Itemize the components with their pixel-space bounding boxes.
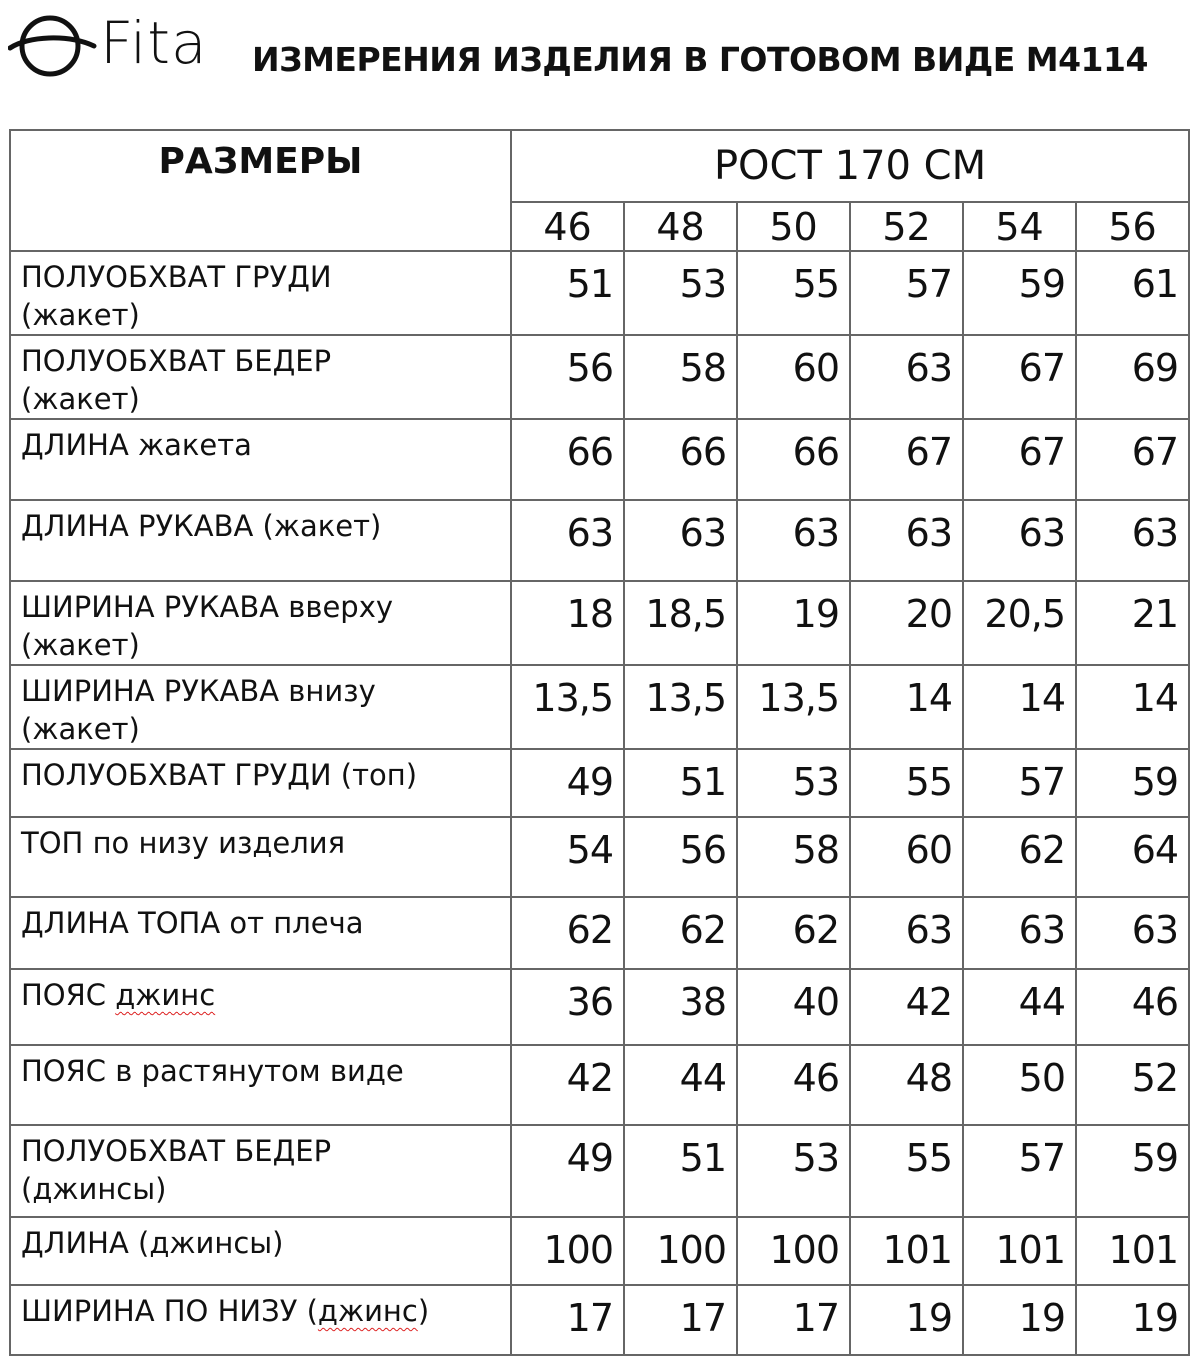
measurement-value: 53	[737, 749, 850, 817]
size-header-cell: 48	[624, 202, 737, 251]
measurement-value: 42	[511, 1045, 624, 1125]
measurement-value: 14	[850, 665, 963, 749]
measurement-value: 59	[1076, 1125, 1189, 1217]
measurement-value: 46	[737, 1045, 850, 1125]
measurement-value: 51	[624, 749, 737, 817]
measurement-value: 51	[624, 1125, 737, 1217]
measurement-value: 59	[1076, 749, 1189, 817]
measurement-label	[10, 500, 511, 581]
size-chart-table	[9, 129, 1190, 1356]
measurement-value: 18,5	[624, 581, 737, 665]
measurement-value: 66	[624, 419, 737, 500]
measurement-value: 62	[511, 897, 624, 969]
measurement-value: 54	[511, 817, 624, 897]
measurement-label-sub: (жакет)	[21, 382, 140, 416]
measurement-value: 66	[737, 419, 850, 500]
measurement-value: 17	[624, 1285, 737, 1355]
measurement-value: 63	[624, 500, 737, 581]
measurement-label-main: ДЛИНА ТОПА от плеча	[21, 906, 364, 940]
brand-name: Fita	[100, 9, 208, 77]
measurement-label-main: ДЛИНА (джинсы)	[21, 1226, 284, 1260]
brand-logo-icon	[8, 6, 98, 81]
table-row	[10, 1217, 1189, 1285]
measurement-value: 101	[963, 1217, 1076, 1285]
measurement-value: 61	[1076, 251, 1189, 335]
table-row	[10, 419, 1189, 500]
measurement-label	[10, 1285, 511, 1355]
measurement-value: 19	[850, 1285, 963, 1355]
measurement-value: 55	[850, 749, 963, 817]
table-row	[10, 749, 1189, 817]
measurement-value: 67	[963, 335, 1076, 419]
measurement-value: 101	[850, 1217, 963, 1285]
measurement-value: 36	[511, 969, 624, 1045]
measurement-value: 56	[511, 335, 624, 419]
size-header-cell: 50	[737, 202, 850, 251]
measurement-value: 57	[963, 749, 1076, 817]
measurement-label-sub: (жакет)	[21, 298, 140, 332]
measurement-label-tail: )	[417, 1294, 430, 1328]
measurement-value: 63	[1076, 500, 1189, 581]
measurement-value: 40	[737, 969, 850, 1045]
measurement-value: 64	[1076, 817, 1189, 897]
measurement-value: 59	[963, 251, 1076, 335]
measurement-value: 63	[963, 500, 1076, 581]
measurement-value: 55	[850, 1125, 963, 1217]
measurement-value: 14	[963, 665, 1076, 749]
measurement-value: 67	[850, 419, 963, 500]
measurement-value: 19	[737, 581, 850, 665]
measurement-value: 44	[963, 969, 1076, 1045]
measurement-label	[10, 419, 511, 500]
measurement-label	[10, 897, 511, 969]
table-row	[10, 1045, 1189, 1125]
measurement-label-sub: (жакет)	[21, 628, 140, 662]
measurement-label-main: ПОЛУОБХВАТ БЕДЕР	[21, 1134, 332, 1168]
measurement-value: 63	[737, 500, 850, 581]
measurement-value: 60	[850, 817, 963, 897]
measurement-value: 67	[963, 419, 1076, 500]
measurement-value: 57	[963, 1125, 1076, 1217]
size-header-cell: 46	[511, 202, 624, 251]
measurement-label-main: ПОЛУОБХВАТ ГРУДИ (топ)	[21, 758, 418, 792]
measurement-label-main: ПОЯС в растянутом виде	[21, 1054, 404, 1088]
measurement-value: 18	[511, 581, 624, 665]
size-header-cell: 52	[850, 202, 963, 251]
measurement-value: 63	[850, 335, 963, 419]
measurement-value: 62	[737, 897, 850, 969]
measurement-value: 49	[511, 749, 624, 817]
measurement-value: 55	[737, 251, 850, 335]
measurement-value: 100	[624, 1217, 737, 1285]
measurements-body	[10, 251, 1189, 1355]
size-header-cell: 56	[1076, 202, 1189, 251]
measurement-value: 44	[624, 1045, 737, 1125]
table-row	[10, 1285, 1189, 1355]
table-row	[10, 335, 1189, 419]
table-row	[10, 500, 1189, 581]
measurement-label	[10, 749, 511, 817]
spellcheck-flagged-word: джинс	[115, 978, 216, 1012]
table-row	[10, 897, 1189, 969]
measurement-label-main: ДЛИНА жакета	[21, 428, 252, 462]
measurement-label	[10, 251, 511, 335]
measurement-value: 63	[850, 897, 963, 969]
sizes-header: РАЗМЕРЫ	[10, 130, 511, 251]
measurement-value: 63	[1076, 897, 1189, 969]
size-header-cell: 54	[963, 202, 1076, 251]
measurement-value: 57	[850, 251, 963, 335]
measurement-value: 51	[511, 251, 624, 335]
measurement-value: 38	[624, 969, 737, 1045]
table-row	[10, 665, 1189, 749]
measurement-value: 100	[511, 1217, 624, 1285]
measurement-label-main: ШИРИНА ПО НИЗУ (	[21, 1294, 318, 1328]
height-header: РОСТ 170 СМ	[511, 130, 1189, 202]
measurement-value: 21	[1076, 581, 1189, 665]
measurement-value: 69	[1076, 335, 1189, 419]
measurement-value: 101	[1076, 1217, 1189, 1285]
measurement-value: 62	[624, 897, 737, 969]
page-title: ИЗМЕРЕНИЯ ИЗДЕЛИЯ В ГОТОВОМ ВИДЕ М4114	[252, 40, 1148, 79]
spellcheck-flagged-word: джинс	[317, 1294, 418, 1328]
measurement-value: 48	[850, 1045, 963, 1125]
measurement-value: 100	[737, 1217, 850, 1285]
measurement-value: 17	[737, 1285, 850, 1355]
measurement-label-sub: (джинсы)	[21, 1172, 167, 1206]
measurement-label-main: ШИРИНА РУКАВА внизу	[21, 674, 376, 708]
measurement-label	[10, 1125, 511, 1217]
measurement-label	[10, 665, 511, 749]
measurement-value: 53	[737, 1125, 850, 1217]
measurement-value: 50	[963, 1045, 1076, 1125]
measurement-value: 62	[963, 817, 1076, 897]
measurement-value: 20	[850, 581, 963, 665]
table-row	[10, 817, 1189, 897]
measurement-label-main: ПОЛУОБХВАТ ГРУДИ	[21, 260, 332, 294]
measurement-value: 58	[624, 335, 737, 419]
measurement-value: 17	[511, 1285, 624, 1355]
measurement-value: 53	[624, 251, 737, 335]
measurement-label	[10, 1217, 511, 1285]
measurement-label	[10, 969, 511, 1045]
measurement-value: 19	[963, 1285, 1076, 1355]
table-row	[10, 969, 1189, 1045]
table-row	[10, 251, 1189, 335]
measurement-value: 67	[1076, 419, 1189, 500]
measurement-label-main: ДЛИНА РУКАВА (жакет)	[21, 509, 382, 543]
brand-logo	[8, 6, 228, 81]
measurement-label	[10, 817, 511, 897]
measurement-value: 13,5	[737, 665, 850, 749]
measurement-label	[10, 335, 511, 419]
measurement-label-main: ТОП по низу изделия	[21, 826, 346, 860]
measurement-label-sub: (жакет)	[21, 712, 140, 746]
measurement-value: 49	[511, 1125, 624, 1217]
measurement-value: 63	[511, 500, 624, 581]
measurement-value: 14	[1076, 665, 1189, 749]
measurement-label-main: ПОЯС	[21, 978, 116, 1012]
measurement-value: 63	[963, 897, 1076, 969]
page-header	[0, 0, 1200, 120]
measurement-value: 52	[1076, 1045, 1189, 1125]
measurement-value: 19	[1076, 1285, 1189, 1355]
measurement-value: 66	[511, 419, 624, 500]
measurement-label-main: ШИРИНА РУКАВА вверху	[21, 590, 394, 624]
measurement-value: 56	[624, 817, 737, 897]
measurement-value: 63	[850, 500, 963, 581]
measurement-value: 13,5	[511, 665, 624, 749]
measurement-label	[10, 581, 511, 665]
table-row	[10, 1125, 1189, 1217]
measurement-value: 13,5	[624, 665, 737, 749]
measurement-value: 60	[737, 335, 850, 419]
measurement-value: 42	[850, 969, 963, 1045]
measurement-value: 20,5	[963, 581, 1076, 665]
measurement-value: 58	[737, 817, 850, 897]
measurement-label	[10, 1045, 511, 1125]
measurement-label-main: ПОЛУОБХВАТ БЕДЕР	[21, 344, 332, 378]
table-row	[10, 581, 1189, 665]
measurement-value: 46	[1076, 969, 1189, 1045]
